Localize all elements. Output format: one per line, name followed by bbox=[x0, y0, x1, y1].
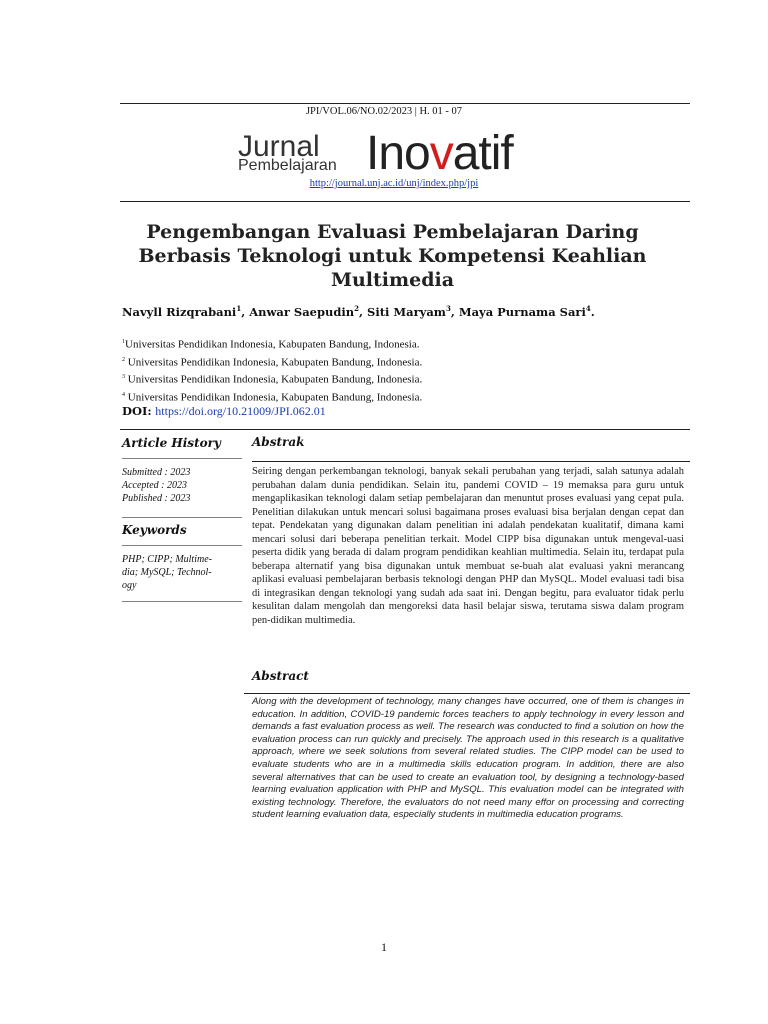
doi-rule bbox=[120, 429, 690, 430]
journal-logo bbox=[238, 128, 558, 178]
doi bbox=[122, 404, 326, 419]
keywords-heading: Keywords bbox=[122, 523, 187, 537]
header-bottom-rule bbox=[120, 201, 690, 202]
author-name: Anwar Saepudin bbox=[249, 304, 355, 319]
logo-inovatif: Inovatif bbox=[366, 127, 513, 180]
sidebar-divider: ________________________ bbox=[122, 592, 242, 603]
affiliation-item: $^1$Universitas Pendidikan Indonesia, Kabupaten Bandung, Indonesia. bbox=[122, 338, 420, 351]
title-line: Berbasis Teknologi untuk Kompetensi Keahlian bbox=[138, 245, 647, 267]
history-item: Submitted : 2023 bbox=[122, 467, 191, 478]
article-history-list bbox=[122, 466, 190, 505]
logo-pembelajaran: Pembelajaran bbox=[238, 157, 337, 174]
abstrak-body: Seiring dengan perkembangan teknologi, banyak sekali perubahan yang terjadi, salah satunya adalah perubahan dalam dunia pendidikan. Selain itu, pandemi COVID – 19 memaksa para guru untuk mengaplikasikan teknologi dalam setiap pembelajaran dan menuntut proses evaluasi yang cepat pula. Penelitian dilakukan untuk mencari solusi bagaimana proses evaluasi bisa berjalan dengan cepat dan tepat. Pendekatan yang digunakan dalam penelitian ini adalah pendekatan kualitatif, dimana kami mencari solusi dari beberapa penelitian terkait. Model CIPP bisa digunakan untuk mengeval-uasi peserta didik yang berada di dalam program pendidikan keahlian multimedia. Selain itu, terdapat pula beberapa alternatif yang bisa digunakan untuk membuat se-buah alat evaluasi yakni merancang aplikasi evaluasi pembelajaran berbasis teknologi dengan PHP dan MySQL. Model evaluasi tadi bisa di integrasikan dengan teknologi yang sudah ada saat ini. Dengan begitu, para evaluator tidak perlu kesulitan dalam mengolah dan mengoreksi data hasil belajar siswa, terutama siswa dalam program pen-didikan multimedia. bbox=[252, 466, 684, 626]
affiliation-list bbox=[122, 335, 422, 406]
abstrak-rule bbox=[252, 461, 690, 462]
doi-link[interactable]: https://doi.org/10.21009/JPI.062.01 bbox=[155, 404, 326, 418]
journal-url bbox=[0, 178, 768, 189]
abstract-body: Along with the development of technology, many changes have occurred, one of them is changes in education. In addition, COVID-19 pandemic forces teachers to apply technology in every lesson and demands a fast evaluation process as well. The research was conducted to find a solution on how the evaluation process can run quickly and precisely. The approach used in this research is a qualitative approach, where we seek solutions from several related studies. The CIPP model can be used to evaluate students who are in a multimedia skills education program. In addition, there are also several alternatives that can be used to create an evaluation tool, by designing a technology-based learning evaluation application with PHP and MySQL. This evaluation model can be integrated with existing technology. Therefore, the evaluators do not need many effor on processing and correcting student learning evaluation data, especially students in multimedia education programs. bbox=[252, 696, 684, 821]
sidebar-divider: ________________________ bbox=[122, 508, 242, 519]
journal-reference: JPI/VOL.06/NO.02/2023 | H. 01 - 07 bbox=[305, 106, 463, 117]
logo-jurnal: Jurnal bbox=[238, 130, 320, 163]
affiliation-item: $^3$ Universitas Pendidikan Indonesia, Kabupaten Bandung, Indonesia. bbox=[122, 373, 423, 386]
keywords-line: ogy bbox=[122, 580, 137, 591]
author-name: Maya Purnama Sari bbox=[458, 304, 586, 319]
history-item: Published : 2023 bbox=[122, 493, 191, 504]
history-item: Accepted : 2023 bbox=[122, 480, 187, 491]
page-number: 1 bbox=[381, 940, 387, 954]
abstract-heading: Abstract bbox=[252, 669, 309, 683]
keywords-line: PHP; CIPP; Multime- bbox=[122, 554, 212, 565]
author-name: Navyll Rizqrabani bbox=[122, 304, 237, 319]
sidebar-divider: ________________________ bbox=[122, 536, 242, 547]
doi-label: DOI: bbox=[122, 404, 152, 418]
article-history-heading: Article History bbox=[122, 436, 221, 450]
abstract-rule bbox=[244, 693, 690, 694]
title-line: Pengembangan Evaluasi Pembelajaran Daring bbox=[146, 221, 639, 243]
author-list: Navyll Rizqrabani$^1$, Anwar Saepudin$^2$, Siti Maryam$^3$, Maya Purnama Sari$^4$. bbox=[122, 304, 595, 319]
affiliation-item: $^4$ Universitas Pendidikan Indonesia, Kabupaten Bandung, Indonesia. bbox=[122, 391, 423, 404]
affiliation-item: $^2$ Universitas Pendidikan Indonesia, Kabupaten Bandung, Indonesia. bbox=[122, 356, 423, 369]
paper-title bbox=[120, 220, 665, 292]
title-line: Multimedia bbox=[330, 269, 455, 291]
keywords-line: dia; MySQL; Technol- bbox=[122, 567, 212, 578]
sidebar-divider: ________________________ bbox=[122, 449, 242, 460]
author-name: Siti Maryam bbox=[367, 304, 446, 319]
journal-url-link[interactable]: http://journal.unj.ac.id/unj/index.php/jpi bbox=[309, 178, 479, 189]
keywords-list bbox=[122, 553, 212, 592]
abstrak-heading: Abstrak bbox=[252, 435, 305, 449]
top-rule bbox=[120, 103, 690, 104]
